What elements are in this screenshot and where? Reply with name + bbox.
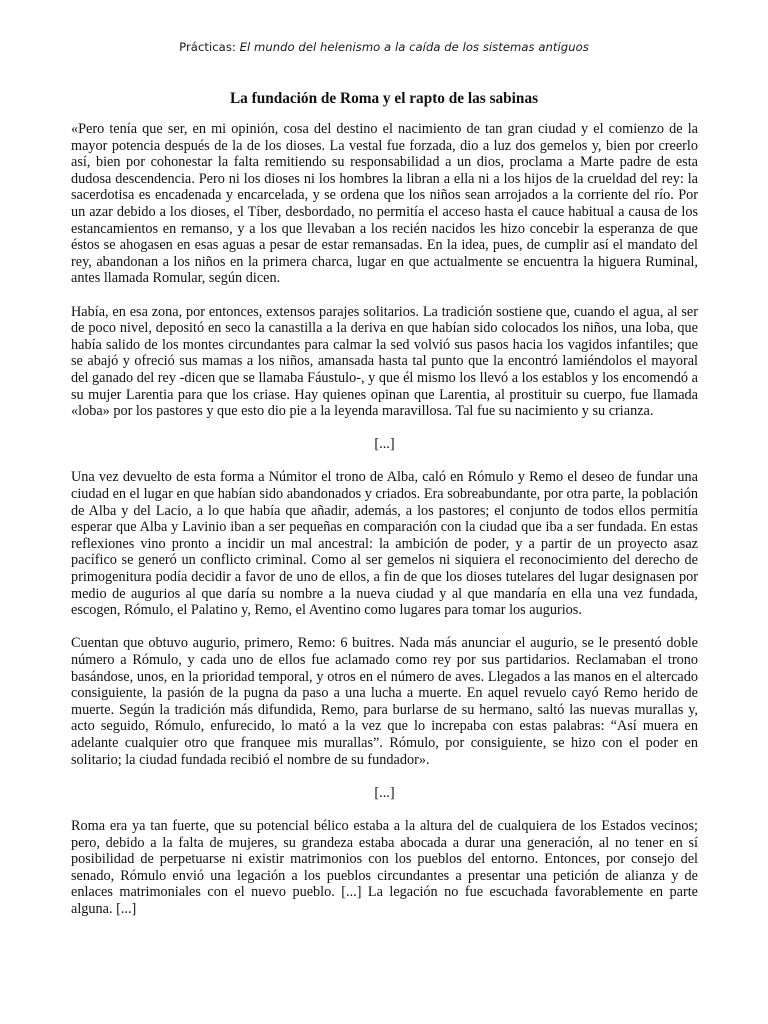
paragraph-1: «Pero tenía que ser, en mi opinión, cosa del destino el nacimiento de tan gran ciudad y el comienzo de la mayor potencia después de la de los dioses. La vestal fue forzada, dio a luz dos gemelos y, bien por creerlo así, bien por cohonestar la falta remitiendo su responsabilidad a un dios, proclama a Marte padre de esta dudosa descendencia. Pero ni los dioses ni los hombres la libran a ella ni a los hijos de la crueldad del rey: la sacerdotisa es encadenada y encarcelada, y se ordena que los niños sean arrojados a la corriente del río. Por un azar debido a los dioses, el Tíber, desbordado, no permitía el acceso hasta el cauce habitual a causa de los estancamientos en remanso, y a los que llevaban a los recién nacidos les hizo concebir la esperanza de que éstos se ahogasen en esas aguas a pesar de estar remansadas. En la idea, pues, de cumplir así el mandato del rey, abandonan a los niños en la primera charca, lugar en que actualmente se encuentra la higuera Ruminal, antes llamada Romular, según dicen. (71, 121, 698, 287)
document-title: La fundación de Roma y el rapto de las sabinas (229, 90, 539, 107)
paragraph-3: Una vez devuelto de esta forma a Númitor el trono de Alba, caló en Rómulo y Remo el deseo de fundar una ciudad en el lugar en que habían sido abandonados y criados. Era sobreabundante, por otra parte, la población de Alba y del Lacio, a lo que había que añadir, además, a los pastores; el conjunto de todos ellos permitía esperar que Alba y Lavinio iban a ser pequeñas en comparación con la ciudad que iba a ser fundada. En estas reflexiones vino pronto a incidir un mal ancestral: la ambición de poder, y a partir de un proyecto asaz pacífico se generó un conflicto criminal. Como al ser gemelos ni siquiera el reconocimiento del derecho de primogenitura podía decidir a favor de uno de ellos, a fin de que los dioses tutelares del lugar designasen por medio de augurios al que daría su nombre a la nueva ciudad y al que mandaría en ella una vez fundada, escogen, Rómulo, el Palatino y, Remo, el Aventino como lugares para tomar los augurios. (71, 469, 698, 619)
course-title: El mundo del helenismo a la caída de los sistemas antiguos (239, 40, 589, 54)
paragraph-2: Había, en esa zona, por entonces, extensos parajes solitarios. La tradición sostiene que, cuando el agua, al ser de poco nivel, depositó en seco la canastilla a la deriva en que habían sido colocados los niños, una loba, que había salido de los montes circundantes para calmar la sed volvió sus pasos hacia los vagidos infantiles; que se abajó y ofreció sus mamas a los niños, amansada hasta tal punto que la encontró lamiéndolos el mayoral del ganado del rey -dicen que se llamaba Fáustulo-, y que él mismo los llevó a los establos y los encomendó a su mujer Larentia para que los criase. Hay quienes opinan que Larentia, al prostituir su cuerpo, fue llamada «loba» por los pastores y que esto dio pie a la leyenda maravillosa. Tal fue su nacimiento y su crianza. (71, 303, 698, 420)
omission-marker-1: [...] (374, 436, 395, 453)
running-header (0, 40, 768, 54)
paragraph-5: Roma era ya tan fuerte, que su potencial bélico estaba a la altura del de cualquiera de los Estados vecinos; pero, debido a la falta de mujeres, su grandeza estaba abocada a durar una generación, al no tener en sí posibilidad de perpetuarse ni existir matrimonios con los pueblos del entorno. Entonces, por consejo del senado, Rómulo envió una legación a los pueblos circundantes a presentar una petición de alianza y de enlaces matrimoniales con el nuevo pueblo. [...] La legación no fue escuchada favorablemente en parte alguna. [...] (71, 817, 698, 917)
course-label: Prácticas: (179, 40, 240, 54)
paragraph-4: Cuentan que obtuvo augurio, primero, Remo: 6 buitres. Nada más anunciar el augurio, se le presentó doble número a Rómulo, y cada uno de ellos fue aclamado como rey por sus partidarios. Reclamaban el trono basándose, unos, en la prioridad temporal, y otros en el número de aves. Llegados a las manos en el altercado consiguiente, la pasión de la pugna da paso a una lucha a muerte. En aquel revuelo cayó Remo herido de muerte. Según la tradición más difundida, Remo, para burlarse de su hermano, saltó las nuevas murallas y, acto seguido, Rómulo, enfurecido, lo mató a la vez que lo increpaba con estas palabras: “Así muera en adelante cualquier otro que franquee mis murallas”. Rómulo, por consiguiente, se hizo con el poder en solitario; la ciudad fundada recibió el nombre de su fundador». (71, 635, 698, 768)
document-body (71, 121, 698, 918)
omission-marker-2: [...] (374, 784, 395, 801)
